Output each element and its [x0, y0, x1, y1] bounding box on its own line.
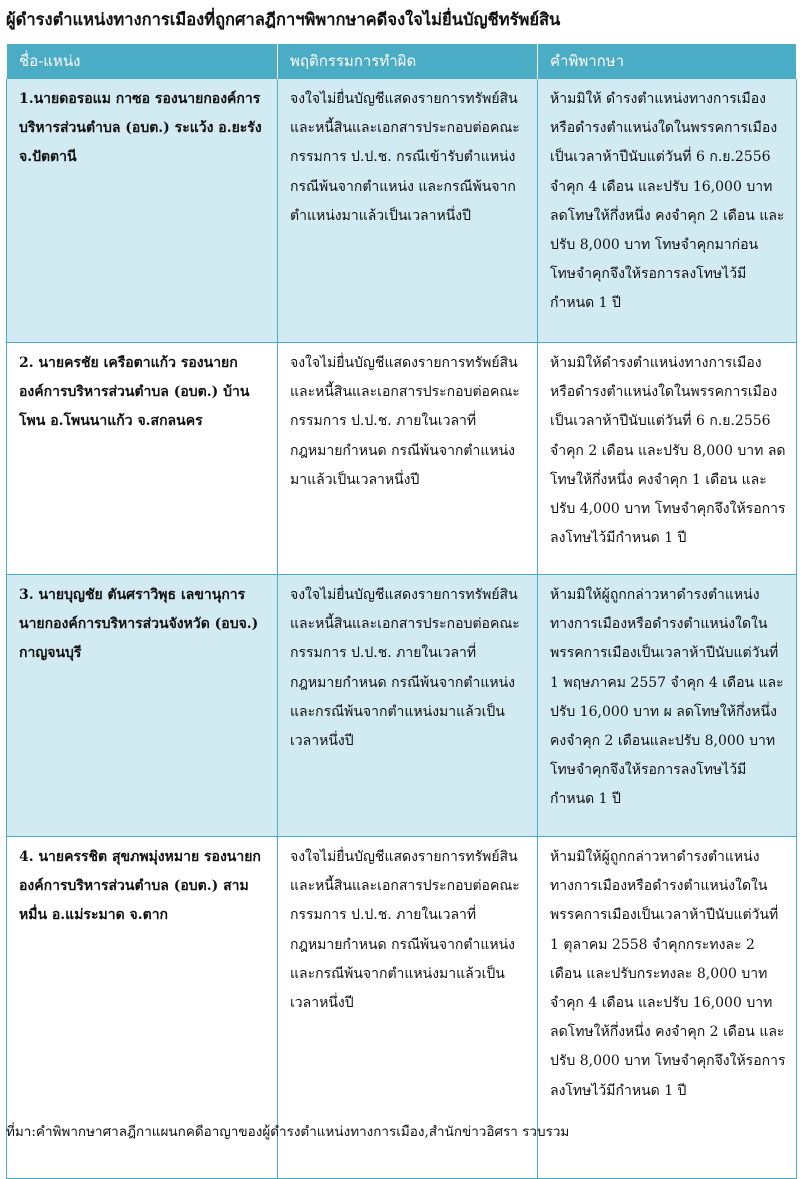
- table-row: [7, 343, 797, 575]
- table-row: [7, 79, 797, 343]
- row-behavior-cell: จงใจไม่ยื่นบัญชีแสดงรายการทรัพย์สินและหนี้สินและเอกสารประกอบต่อคณะกรรมการ ป.ป.ช. ภายในเวลาที่กฎหมายกำหนด กรณีพ้นจากตำแหน่งมาแล้วเป็นเวลาหนึ่งปี: [278, 343, 538, 575]
- table-header-row: [7, 44, 797, 79]
- row-name-cell: 2. นายครชัย เครือตาแก้ว รองนายกองค์การบริหารส่วนตำบล (อบต.) บ้านโพน อ.โพนนาแก้ว จ.สกลนคร: [7, 343, 278, 575]
- row-name-cell: 1.นายดอรอแม กาซอ รองนายกองค์การบริหารส่วนตำบล (อบต.) ระแว้ง อ.ยะรัง จ.ปัตตานี: [7, 79, 278, 343]
- row-verdict-cell: ห้ามมิให้ ดำรงตำแหน่งทางการเมืองหรือดำรงตำแหน่งใดในพรรคการเมืองเป็นเวลาห้าปีนับแต่วันที่ 6 ก.ย.2556 จำคุก 4 เดือน และปรับ 16,000 บาท ลดโทษให้กึ่งหนึ่ง คงจำคุก 2 เดือน และปรับ 8,000 บาท โทษจำคุกมาก่อน โทษจำคุกจึงให้รอการลงโทษไว้มีกำหนด 1 ปี: [538, 79, 797, 343]
- source-note: ที่มา:คำพิพากษาศาลฎีกาแผนกคดีอาญาของผู้ดำรงตำแหน่งทางการเมือง,สำนักข่าวอิศรา รวบรวม: [6, 1124, 570, 1140]
- verdict-table: [6, 44, 796, 1179]
- column-header-name: ชื่อ-แหน่ง: [7, 44, 278, 79]
- column-header-verdict: คำพิพากษา: [538, 44, 797, 79]
- row-verdict-cell: ห้ามมิให้ผู้ถูกกล่าวหาดำรงตำแหน่งทางการเมืองหรือดำรงตำแหน่งใดในพรรคการเมืองเป็นเวลาห้าปีนับแต่วันที่ 1 พฤษภาคม 2557 จำคุก 4 เดือน และปรับ 16,000 บาท ผ ลดโทษให้กึ่งหนึ่ง คงจำคุก 2 เดือนและปรับ 8,000 บาท โทษจำคุกจึงให้รอการลงโทษไว้มีกำหนด 1 ปี: [538, 575, 797, 837]
- table-row: [7, 575, 797, 837]
- row-name-cell: 3. นายบุญชัย ตันศราวิพุธ เลขานุการนายกองค์การบริหารส่วนจังหวัด (อบจ.) กาญจนบุรี: [7, 575, 278, 837]
- row-behavior-cell: จงใจไม่ยื่นบัญชีแสดงรายการทรัพย์สินและหนี้สินและเอกสารประกอบต่อคณะกรรมการ ป.ป.ช. กรณีเข้ารับตำแหน่งกรณีพ้นจากตำแหน่ง และกรณีพ้นจากตำแหน่งมาแล้วเป็นเวลาหนึ่งปี: [278, 79, 538, 343]
- row-name-cell: 4. นายครรชิต สุขภพมุ่งหมาย รองนายกองค์การบริหารส่วนตำบล (อบต.) สามหมื่น อ.แม่ระมาด จ.ตาก: [7, 837, 278, 1179]
- page-title: ผู้ดำรงตำแหน่งทางการเมืองที่ถูกศาลฎีกาฯพิพากษาคดีจงใจไม่ยื่นบัญชีทรัพย์สิน: [6, 10, 561, 29]
- column-header-behavior: พฤติกรรมการทำผิด: [278, 44, 538, 79]
- row-verdict-cell: ห้ามมิให้ดำรงตำแหน่งทางการเมืองหรือดำรงตำแหน่งใดในพรรคการเมืองเป็นเวลาห้าปีนับแต่วันที่ 6 ก.ย.2556 จำคุก 2 เดือน และปรับ 8,000 บาท ลดโทษให้กึ่งหนึ่ง คงจำคุก 1 เดือน และปรับ 4,000 บาท โทษจำคุกจึงให้รอการลงโทษไว้มีกำหนด 1 ปี: [538, 343, 797, 575]
- row-verdict-cell: ห้ามมิให้ผู้ถูกกล่าวหาดำรงตำแหน่งทางการเมืองหรือดำรงตำแหน่งใดในพรรคการเมืองเป็นเวลาห้าปีนับแต่วันที่ 1 ตุลาคม 2558 จำคุกกระทงละ 2 เดือน และปรับกระทงละ 8,000 บาท จำคุก 4 เดือน และปรับ 16,000 บาท ลดโทษให้กึ่งหนึ่ง คงจำคุก 2 เดือน และปรับ 8,000 บาท โทษจำคุกจึงให้รอการลงโทษไว้มีกำหนด 1 ปี: [538, 837, 797, 1179]
- row-behavior-cell: จงใจไม่ยื่นบัญชีแสดงรายการทรัพย์สินและหนี้สินและเอกสารประกอบต่อคณะกรรมการ ป.ป.ช. ภายในเวลาที่กฎหมายกำหนด กรณีพ้นจากตำแหน่งและกรณีพ้นจากตำแหน่งมาแล้วเป็นเวลาหนึ่งปี: [278, 575, 538, 837]
- row-behavior-cell: จงใจไม่ยื่นบัญชีแสดงรายการทรัพย์สินและหนี้สินและเอกสารประกอบต่อคณะกรรมการ ป.ป.ช. ภายในเวลาที่กฎหมายกำหนด กรณีพ้นจากตำแหน่งและกรณีพ้นจากตำแหน่งมาแล้วเป็นเวลาหนึ่งปี: [278, 837, 538, 1179]
